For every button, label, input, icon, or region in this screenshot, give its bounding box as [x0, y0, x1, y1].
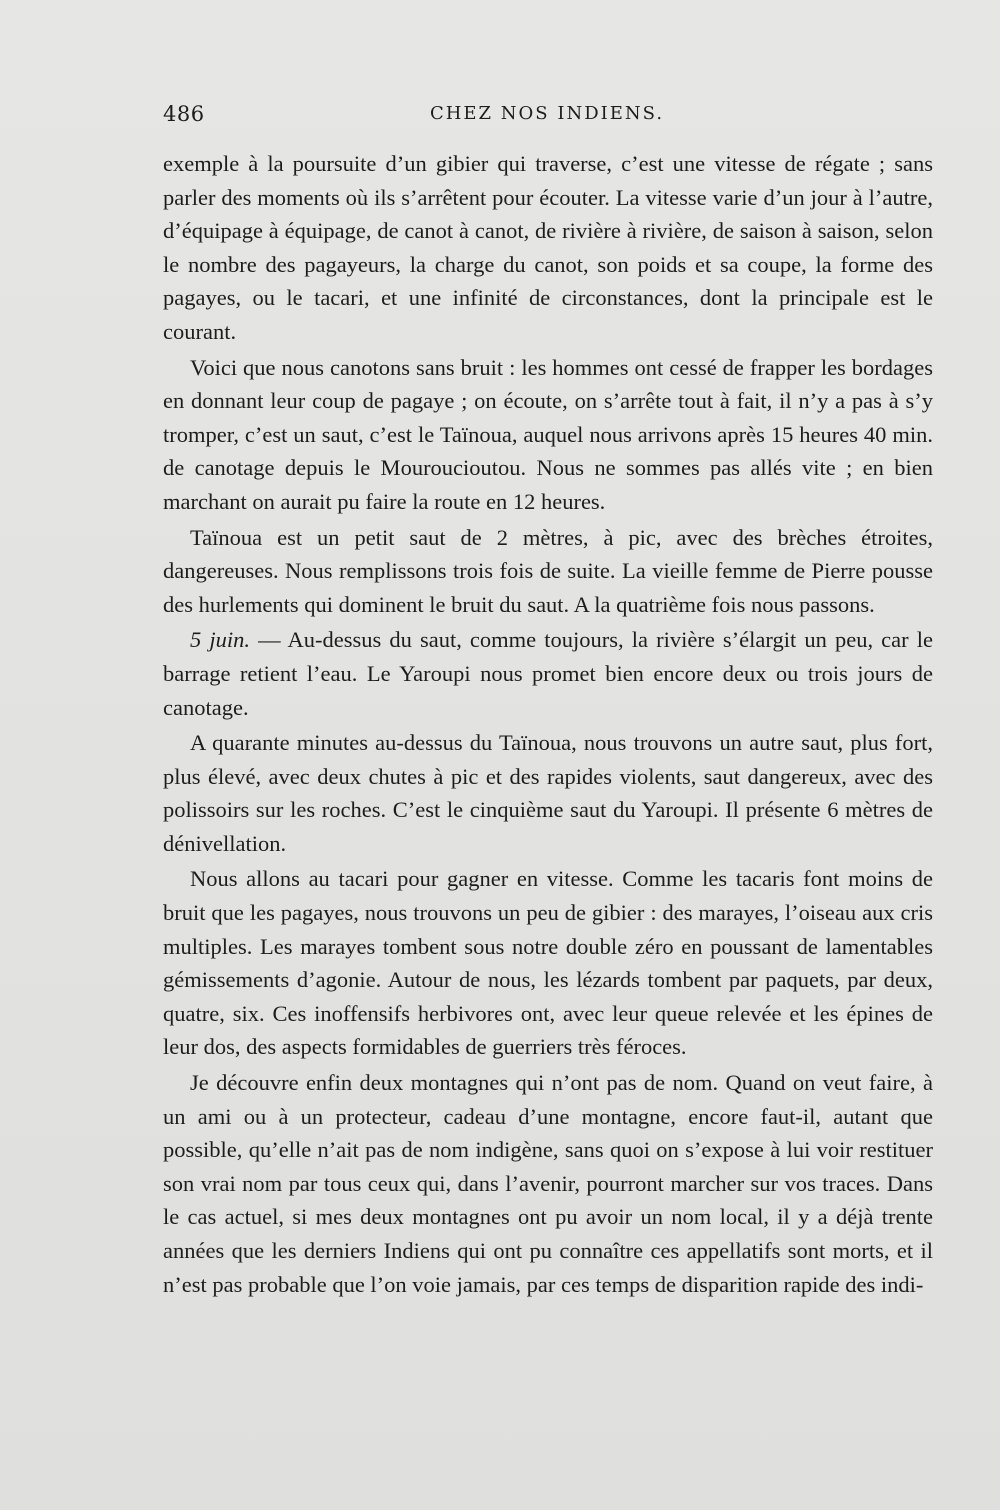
- paragraph-7: Je découvre enfin deux montagnes qui n’ont pas de nom. Quand on veut faire, à un ami ou à un protecteur, cadeau d’une montagne, encore faut-il, autant que possible, qu’elle n’ait pas de nom indigène, sans quoi on s’expose à lui voir restituer son vrai nom par tous ceux qui, dans l’avenir, pourront marcher sur vos traces. Dans le cas actuel, si mes deux montagnes ont pu avoir un nom local, il y a déjà trente années que les derniers Indiens qui ont pu connaître ces appellatifs sont morts, et il n’est pas probable que l’on voie jamais, par ces temps de disparition rapide des indi-: [163, 1070, 933, 1297]
- paragraph-3: Taïnoua est un petit saut de 2 mètres, à pic, avec des brèches étroites, dangereuses. Nous remplissons trois fois de suite. La vieille femme de Pierre pousse des hurlements qui dominent le bruit du saut. A la quatrième fois nous passons.: [163, 524, 933, 617]
- paragraph-4: [163, 623, 933, 724]
- page-number: 486: [163, 102, 205, 126]
- paragraph-6: Nous allons au tacari pour gagner en vitesse. Comme les tacaris font moins de bruit que les pagayes, nous trouvons un peu de gibier : des marayes, l’oiseau aux cris multiples. Les marayes tombent sous notre double zéro en poussant de lamentables gémissements d’agonie. Autour de nous, les lézards tombent par paquets, par deux, quatre, six. Ces inoffensifs herbivores ont, avec leur queue relevée et les épines de leur dos, des aspects formidables de guerriers très féroces.: [163, 866, 933, 1060]
- paragraph-1: exemple à la poursuite d’un gibier qui traverse, c’est une vitesse de régate ; sans parler des moments où ils s’arrêtent pour écouter. La vitesse varie d’un jour à l’autre, d’équipage à équipage, de canot à canot, de rivière à rivière, de saison à saison, selon le nombre des pagayeurs, la charge du canot, son poids et sa coupe, la forme des pagayes, ou le tacari, et une infinité de circonstances, dont la principale est le courant.: [163, 151, 933, 344]
- paragraph-2: Voici que nous canotons sans bruit : les hommes ont cessé de frapper les bordages en donnant leur coup de pagaye ; on écoute, on s’arrête tout à fait, il n’y a pas à s’y tromper, c’est un saut, c’est le Taïnoua, auquel nous arrivons après 15 heures 40 min. de canotage depuis le Mouroucioutou. Nous ne sommes pas allés vite ; en bien marchant on aurait pu faire la route en 12 heures.: [163, 354, 933, 514]
- running-title: CHEZ NOS INDIENS.: [429, 103, 665, 124]
- paragraph-5: A quarante minutes au-dessus du Taïnoua, nous trouvons un autre saut, plus fort, plus élevé, avec deux chutes à pic et des rapides violents, saut dangereux, avec des polissoirs sur les roches. C’est le cinquième saut du Yaroupi. Il présente 6 mètres de dénivellation.: [163, 730, 933, 856]
- running-header: [163, 102, 931, 132]
- date-label: 5 juin.: [190, 627, 250, 653]
- body-text: [163, 147, 933, 1301]
- paragraph-4-text: — Au-dessus du saut, comme toujours, la rivière s’élargit un peu, car le barrage retient l’eau. Le Yaroupi nous promet bien encore deux ou trois jours de canotage.: [163, 627, 933, 720]
